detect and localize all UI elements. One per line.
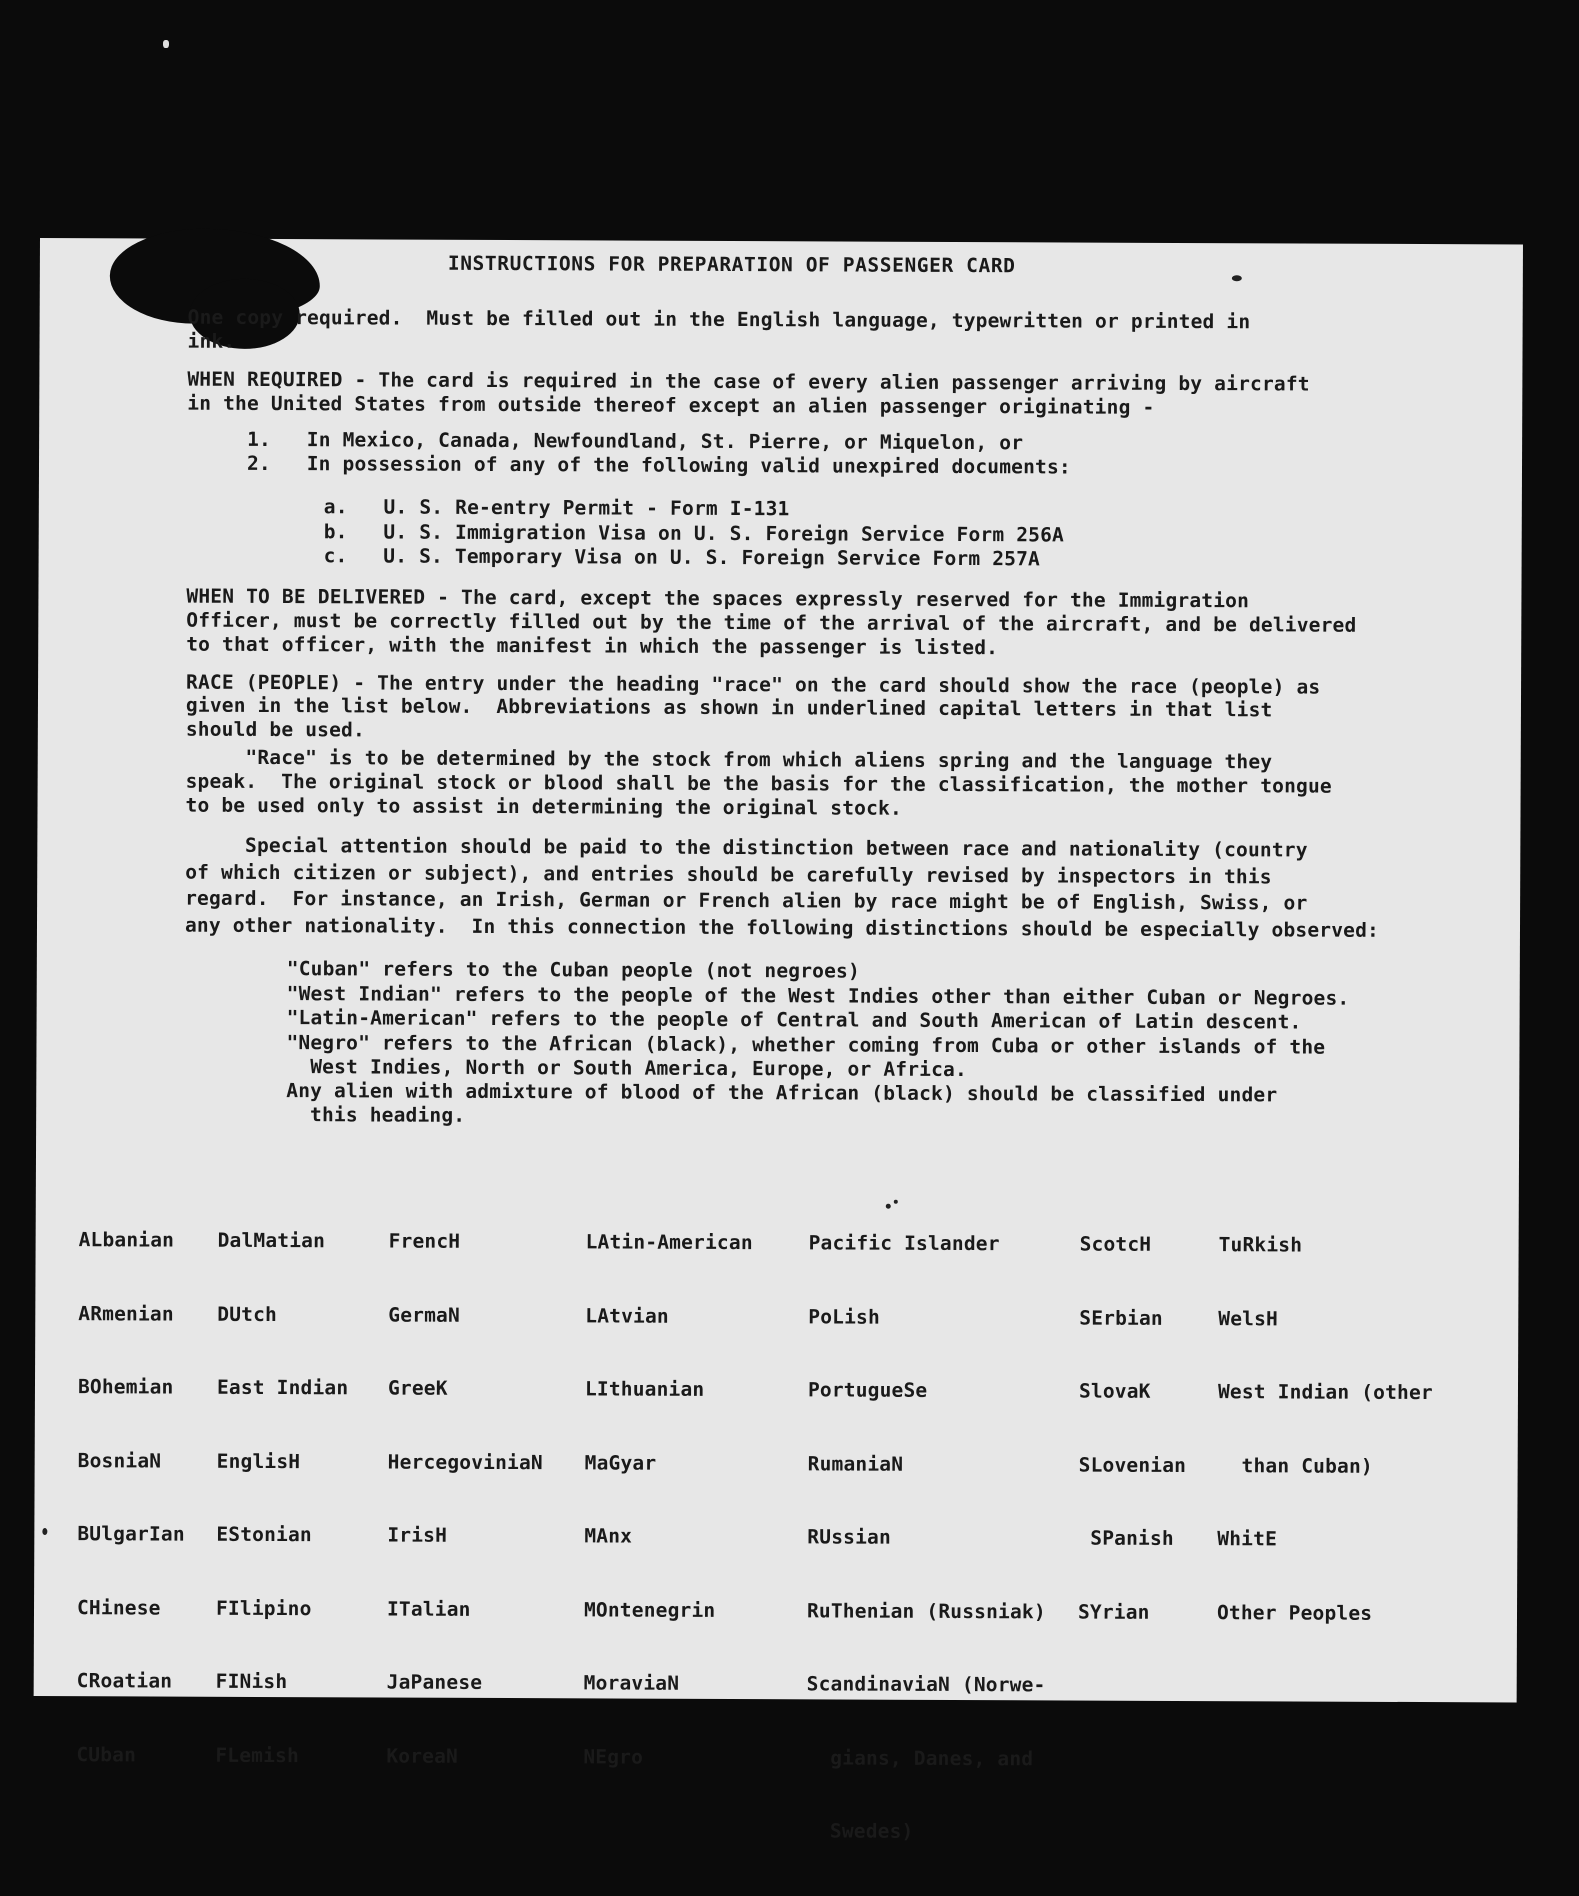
race-people-line-3: should be used.: [185, 717, 366, 742]
race-entry: KoreaN: [386, 1744, 459, 1768]
race-list-column-2: [215, 1180, 349, 1818]
distinction-admixture-cont: this heading.: [286, 1103, 466, 1127]
race-list-column-1: [76, 1179, 186, 1816]
race-people-line-2: given in the list below. Abbreviations as shown in underlined capital letters in that list: [185, 693, 1273, 722]
race-entry: SPanish: [1078, 1526, 1174, 1550]
race-entry: DalMatian: [217, 1228, 326, 1253]
race-entry: MaGyar: [584, 1450, 657, 1475]
race-entry: ARmenian: [78, 1301, 174, 1326]
race-entry: DUtch: [217, 1302, 278, 1326]
race-entry: Pacific Islander: [808, 1231, 1000, 1256]
race-entry: West Indian (other: [1217, 1380, 1433, 1405]
distinction-latin-american: "Latin-American" refers to the people of Central and South American of Latin descent.: [286, 1006, 1302, 1034]
race-entry: RumaniaN: [807, 1451, 904, 1476]
distinction-cuban: "Cuban" refers to the Cuban people (not negroes): [286, 957, 860, 983]
race-entry: EnglisH: [216, 1449, 301, 1473]
race-entry: RuThenian (Russniak): [806, 1598, 1046, 1623]
race-entry: than Cuban): [1217, 1453, 1373, 1478]
race-list-column-5: [806, 1182, 1048, 1894]
race-list-column-4: [583, 1181, 753, 1819]
race-entry: CUban: [76, 1742, 137, 1766]
race-entry: ITalian: [386, 1597, 471, 1621]
ink-speck: [894, 1200, 898, 1204]
ink-speck: [42, 1528, 47, 1535]
race-definition-line-3: to be used only to assist in determining the original stock.: [185, 793, 902, 820]
race-list-column-6: [1078, 1184, 1188, 1674]
race-entry: MoraviaN: [583, 1671, 680, 1695]
race-entry: BUlgarIan: [77, 1522, 185, 1546]
race-entry: ALbanian: [78, 1228, 175, 1252]
special-attention-line-3: regard. For instance, an Irish, German or French alien by race might be of English, Swiss, or: [185, 886, 1308, 915]
race-entry: SErbian: [1079, 1306, 1163, 1330]
distinction-negro-cont: West Indies, North or South America, Europe, or Africa.: [286, 1055, 968, 1082]
when-required-line-2: in the United States from outside thereof except an alien passenger originating -: [187, 391, 1155, 419]
lettered-item-a: a. U. S. Re-entry Permit - Form I-131: [323, 495, 790, 521]
distinction-negro: "Negro" refers to the African (black), whether coming from Cuba or other islands of the: [286, 1031, 1326, 1059]
race-entry: CHinese: [76, 1595, 161, 1620]
race-entry: GreeK: [387, 1376, 448, 1400]
race-entry: Swedes): [806, 1819, 914, 1843]
race-entry: CRoatian: [76, 1669, 173, 1693]
race-entry: TuRkish: [1218, 1233, 1303, 1257]
race-people-line-1: RACE (PEOPLE) - The entry under the heading "race" on the card should show the race (people) as: [186, 670, 1321, 699]
race-list-column-3: [386, 1181, 544, 1819]
race-entry: EStonian: [216, 1522, 312, 1547]
race-definition-line-1: "Race" is to be determined by the stock from which aliens spring and the language they: [185, 745, 1273, 774]
race-entry: BOhemian: [77, 1375, 174, 1399]
lettered-item-c: c. U. S. Temporary Visa on U. S. Foreign Service Form 257A: [323, 544, 1041, 571]
race-entry: FIlipino: [215, 1596, 312, 1620]
race-entry: Other Peoples: [1216, 1600, 1373, 1625]
race-list-column-7: [1217, 1184, 1434, 1675]
ink-speck: [1232, 275, 1242, 281]
race-entry: JaPanese: [386, 1670, 483, 1694]
race-entry: LAtvian: [585, 1303, 669, 1328]
when-delivered-line-2: Officer, must be correctly filled out by the time of the arrival of the aircraft, and be delivered: [186, 608, 1357, 637]
special-attention-line-4: any other nationality. In this connection the following distinctions should be especially observed:: [184, 913, 1380, 942]
special-attention-line-2: of which citizen or subject), and entries should be carefully revised by inspectors in this: [185, 860, 1272, 889]
race-entry: GermaN: [388, 1303, 460, 1327]
race-entry: WelsH: [1218, 1306, 1279, 1330]
race-entry: MAnx: [584, 1524, 633, 1548]
numbered-item-1: 1. In Mexico, Canada, Newfoundland, St. Pierre, or Miquelon, or: [247, 427, 1024, 455]
special-attention-line-1: Special attention should be paid to the distinction between race and nationality (country: [185, 833, 1308, 862]
race-entry: SlovaK: [1078, 1379, 1151, 1403]
race-entry: FrencH: [388, 1229, 461, 1253]
intro-line-1: One copy required. Must be filled out in the English language, typewritten or printed in: [187, 305, 1251, 334]
when-delivered-line-3: to that officer, with the manifest in which the passenger is listed.: [186, 632, 999, 660]
document-title: INSTRUCTIONS FOR PREPARATION OF PASSENGER CARD: [447, 251, 1016, 278]
distinction-west-indian: "West Indian" refers to the people of the West Indies other than either Cuban or Negroes.: [286, 982, 1350, 1010]
document-page: [34, 238, 1523, 1843]
race-entry: NEgro: [583, 1744, 644, 1769]
race-entry: IrisH: [387, 1523, 448, 1547]
race-entry: LIthuanian: [584, 1377, 705, 1401]
race-entry: FLemish: [215, 1743, 300, 1767]
race-entry: HercegoviniaN: [387, 1450, 543, 1474]
race-entry: WhitE: [1217, 1527, 1278, 1551]
race-definition-line-2: speak. The original stock or blood shall be the basis for the classification, the mother tongue: [185, 769, 1332, 798]
when-required-line-1: WHEN REQUIRED - The card is required in the case of every alien passenger arriving by aircraft: [187, 367, 1310, 396]
ink-speck: [886, 1204, 891, 1209]
lettered-item-b: b. U. S. Immigration Visa on U. S. Foreign Service Form 256A: [323, 520, 1065, 547]
when-delivered-line-1: WHEN TO BE DELIVERED - The card, except the spaces expressly reserved for the Immigration: [186, 584, 1250, 613]
film-scratch: [163, 40, 169, 48]
race-entry: PoLish: [808, 1304, 880, 1329]
race-entry: SLovenian: [1078, 1453, 1187, 1477]
race-entry: ScotcH: [1079, 1232, 1152, 1256]
race-entry: RUssian: [807, 1525, 891, 1549]
numbered-item-2: 2. In possession of any of the following valid unexpired documents:: [246, 451, 1071, 479]
race-entry: gians, Danes, and: [806, 1745, 1034, 1770]
distinction-admixture: Any alien with admixture of blood of the African (black) should be classified under: [286, 1079, 1278, 1107]
race-entry: ScandinaviaN (Norwe-: [806, 1672, 1046, 1697]
race-entry: MOntenegrin: [583, 1597, 716, 1622]
race-entry: BosniaN: [77, 1448, 162, 1473]
race-entry: FINish: [215, 1669, 288, 1694]
race-entry: East Indian: [216, 1375, 349, 1400]
race-entry: SYrian: [1077, 1600, 1150, 1624]
race-entry: LAtin-American: [585, 1230, 753, 1255]
intro-line-2: ink.: [187, 329, 236, 353]
race-entry: PortugueSe: [807, 1378, 928, 1402]
